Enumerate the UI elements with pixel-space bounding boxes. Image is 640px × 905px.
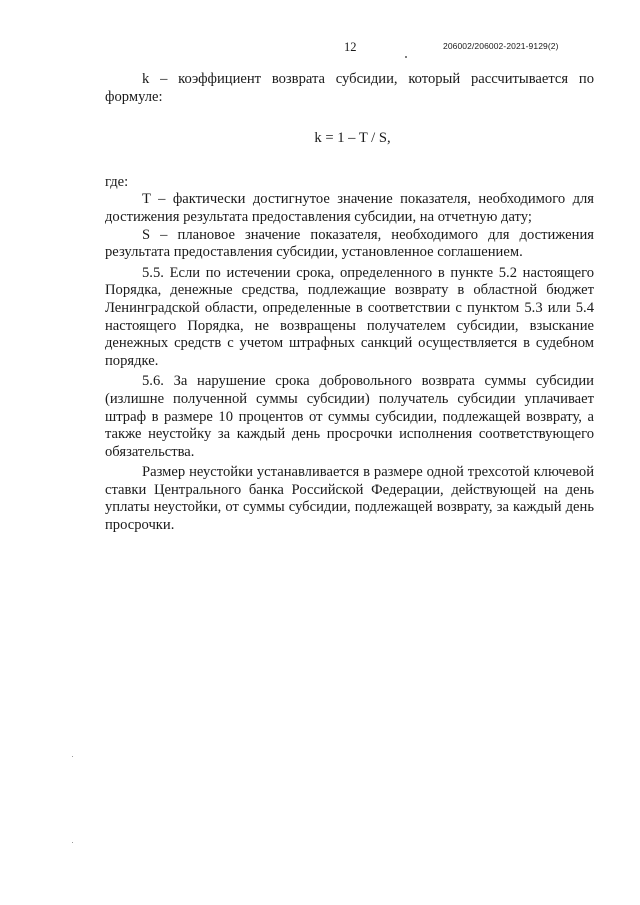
scan-speck [72, 842, 73, 843]
formula: k = 1 – T / S, [314, 130, 391, 147]
where-label: где: [105, 173, 129, 190]
document-id: 206002/206002-2021-9129(2) [443, 41, 559, 51]
scan-speck [405, 56, 407, 58]
page-number: 12 [344, 40, 357, 54]
t-definition: T – фактически достигнутое значение показателя, необходимого для достижения результата предоставления субсидии, на отчетную дату; [105, 191, 594, 225]
s-definition: S – плановое значение показателя, необходимого для достижения результата предоставления субсидии, установленное соглашением. [105, 226, 594, 261]
penalty-rate-paragraph: Размер неустойки устанавливается в размере одной трехсотой ключевой ставки Центрального банка Российской Федерации, действующей на день уплаты неустойки, от суммы субсидии, подлежащей возврату, за каждый день просрочки. [105, 464, 594, 534]
clause-5-5: 5.5. Если по истечении срока, определенного в пункте 5.2 настоящего Порядка, денежные средства, подлежащие возврату в областной бюджет Ленинградской области, определенные в соответствии с пунктом 5.3 или 5.4 настоящего Порядка, не возвращены получателем субсидии, взыскание денежных средств с учетом штрафных санкций осуществляется в судебном порядке. [105, 264, 594, 369]
document-body [105, 71, 594, 535]
clause-5-6: 5.6. За нарушение срока добровольного возврата суммы субсидии (излишне полученной суммы субсидии) получатель субсидии уплачивает штраф в размере 10 процентов от суммы субсидии, подлежащей возврату, а также неустойку за каждый день просрочки исполнения соответствующего обязательства. [105, 373, 594, 460]
k-definition: k – коэффициент возврата субсидии, который рассчитывается по формуле: [105, 71, 594, 105]
scan-speck [72, 756, 73, 757]
